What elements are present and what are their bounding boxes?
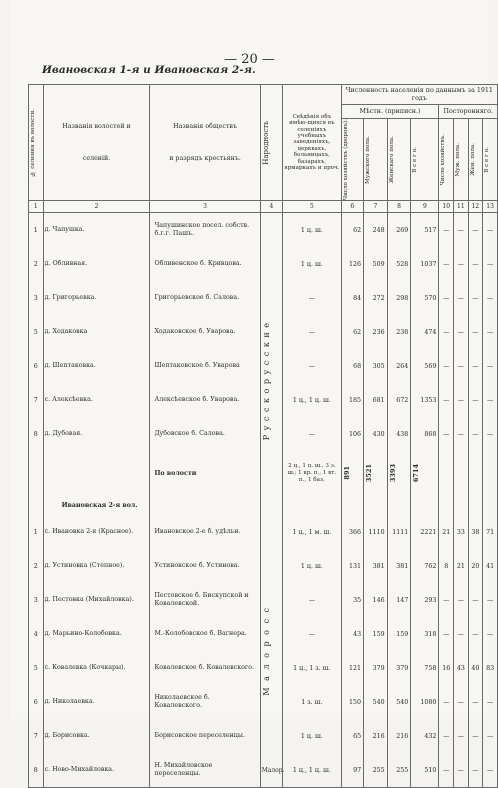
page-heading: Ивановская 1-я и Ивановская 2-я.: [42, 64, 256, 76]
male2-header: Муж. пола.: [454, 119, 469, 201]
table-row: 2 д. Устиновка (Степное). Устиновское б. Устинова. М а л о р о с с 1 ц. ш. 131 381 381 762 8 21 20 41: [29, 549, 498, 583]
table-row: 8 д. Дубовая. Дубовское б. Салова. — 106 430 438 868 — — — —: [29, 417, 498, 451]
population-table: [28, 84, 498, 788]
table-row: 2 д. Обливная. Обливенское б. Кривцова. 1 ц. ш. 126 509 528 1037 — — — —: [29, 247, 498, 281]
table-row: 3 д. Григорьевка. Григорьевское б. Салова. — 84 272 298 570 — — — —: [29, 281, 498, 315]
total-header: В с е г о.: [411, 119, 439, 201]
document-page: [10, 0, 495, 778]
table-row: 1 с. Ивановка 2-я (Красное). Ивановское 2-е б. удѣльн. 1 ц., 1 м. ш. 366 1110 1111 2221 21 33 38 71: [29, 515, 498, 549]
table-row: 6 д. Шептаковка. Шептаковское б. Уварова — 68 305 264 569 — — — —: [29, 349, 498, 383]
table-row: 7 с. Алексѣевка. Алексѣевское б. Уварова. 1 ц., 1 ц. ш. 185 681 672 1353 — — — —: [29, 383, 498, 417]
households2-header: Число хозяйствъ.: [439, 119, 454, 201]
column-numbers-row: 1 2 3 4 5 6 7 8 9 10 11 12 13: [29, 201, 498, 213]
nationality-cell-2: М а л о р о с с: [260, 549, 282, 753]
female-header: Женскаго пола.: [387, 119, 411, 201]
local-population-header: Мѣстн. (приписн.): [341, 105, 439, 119]
col-volost-header: Названія волостей и селеній.: [43, 85, 150, 201]
volost-total-row: По волости 2 ц., 1 ц. ш., 3 з. ш., 1 вр. п., 1 вт. п., 1 баз. 891 3521 3393 6714: [29, 451, 498, 495]
households-header: Число хозяйствъ (дворовъ).: [341, 119, 363, 201]
table-row: 8 с. Ново-Михайловка. Н. Михайловское переселенцы. Малор. 1 ц., 1 ц. ш. 97 255 255 510 — — — —: [29, 753, 498, 788]
population-title-header: Численность населенія по даннымъ за 1911 годъ: [341, 85, 497, 105]
subheading-row: Ивановская 2-я вол.: [29, 495, 498, 515]
table-row: 5 д. Ходаковка Ходаковское б. Уварова. — 62 236 238 474 — — — —: [29, 315, 498, 349]
female2-header: Жен. пола.: [468, 119, 483, 201]
table-row: 4 д. Марьино-Колобовка. М.-Колобовское б. Вагнера. — 43 159 159 318 — — — —: [29, 617, 498, 651]
table-row: 6 д. Николаевка. Николаевское б. Ковалевского. 1 з. ш. 150 540 540 1080 — — — —: [29, 685, 498, 719]
col-nationality-header: Народность: [260, 85, 282, 201]
table-row: 7 д. Борисовка. Борисовское переселенцы. 1 ц. ш. 65 216 216 432 — — — —: [29, 719, 498, 753]
col-institutions-header: Свѣдѣнія объ имѣю-щихся въ селеніяхъ учебныхъ заведеніяхъ, церквахъ, больницахъ, базарахъ, ярмаркахъ и проч.: [283, 85, 341, 201]
table-row: 1 д. Чапушка. Чапушинское посел. собств. б.г.г. Пашъ. Р у с с к о р у с с к и е 1 ц. ш. 62 248 269 517 — — — —: [29, 213, 498, 248]
total2-header: В с е г о.: [483, 119, 498, 201]
page-number: — 20 —: [224, 52, 275, 67]
male-header: Мужского пола.: [364, 119, 388, 201]
outsider-population-header: Посторонняго.: [439, 105, 498, 119]
table-row: 5 с. Ковалевка (Кочкары). Ковалевское б. Ковалевского. 1 ц., 1 з. ш. 121 379 379 758 16 43 40 83: [29, 651, 498, 685]
nationality-cell: Р у с с к о р у с с к и е: [260, 213, 282, 550]
table-row: 3 д. Пестовка (Михайловка). Пестовское б. Бискупской и Ковалевской. — 35 146 147 293 — — — —: [29, 583, 498, 617]
col-row-number-header: № селения въ волости.: [29, 85, 44, 201]
col-society-header: Названія обществъ и разрядъ крестьянъ.: [150, 85, 260, 201]
